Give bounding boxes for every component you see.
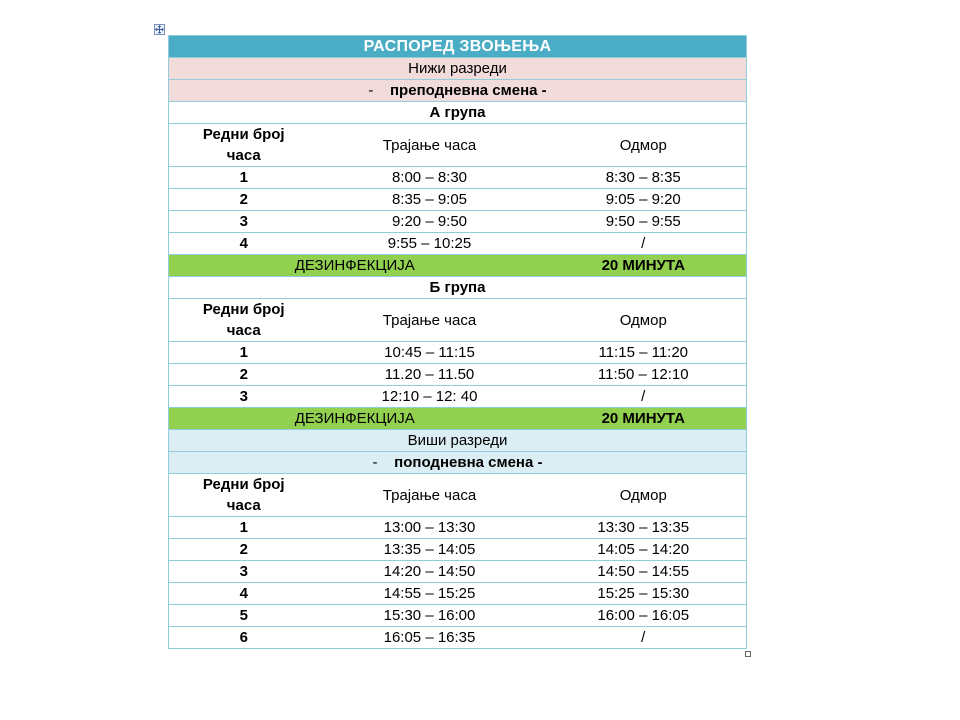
- lesson-number: 2: [169, 539, 319, 561]
- header-lesson-duration: Трајање часа: [319, 124, 541, 167]
- table-row: [169, 233, 747, 255]
- group-b-header-row: [169, 299, 747, 342]
- afternoon-shift-row: [169, 452, 747, 474]
- lower-grades-label: Нижи разреди: [169, 58, 747, 80]
- bell-schedule-table: [168, 35, 747, 649]
- break-time: 9:50 – 9:55: [541, 211, 747, 233]
- upper-grades-row: [169, 430, 747, 452]
- shift-dash: -: [372, 454, 378, 471]
- disinfection-label: ДЕЗИНФЕКЦИЈА: [169, 408, 541, 430]
- lesson-time: 16:05 – 16:35: [319, 627, 541, 649]
- disinfection-row: [169, 408, 747, 430]
- header-lesson-number: Редни број часа: [169, 124, 319, 167]
- disinfection-duration: 20 МИНУТА: [541, 408, 747, 430]
- table-row: [169, 583, 747, 605]
- table-row: [169, 605, 747, 627]
- lesson-number: 6: [169, 627, 319, 649]
- lesson-number: 5: [169, 605, 319, 627]
- header-lesson-duration: Трајање часа: [319, 299, 541, 342]
- afternoon-shift-label: [169, 452, 747, 474]
- header-lesson-number: Редни број часа: [169, 299, 319, 342]
- table-move-handle-icon[interactable]: [154, 24, 165, 35]
- table-row: [169, 561, 747, 583]
- group-b-label: Б група: [169, 277, 747, 299]
- lesson-time: 14:55 – 15:25: [319, 583, 541, 605]
- break-time: 9:05 – 9:20: [541, 189, 747, 211]
- lower-grades-row: [169, 58, 747, 80]
- lesson-time: 9:20 – 9:50: [319, 211, 541, 233]
- break-time: 13:30 – 13:35: [541, 517, 747, 539]
- lesson-time: 8:00 – 8:30: [319, 167, 541, 189]
- lesson-number: 3: [169, 386, 319, 408]
- header-lesson-number: Редни број часа: [169, 474, 319, 517]
- lesson-number: 3: [169, 211, 319, 233]
- table-row: [169, 364, 747, 386]
- lesson-time: 13:35 – 14:05: [319, 539, 541, 561]
- lesson-time: 9:55 – 10:25: [319, 233, 541, 255]
- table-row: [169, 189, 747, 211]
- lesson-number: 4: [169, 583, 319, 605]
- header-break: Одмор: [541, 474, 747, 517]
- lesson-number: 1: [169, 342, 319, 364]
- lesson-number: 1: [169, 517, 319, 539]
- break-time: /: [541, 627, 747, 649]
- lesson-time: 11.20 – 11.50: [319, 364, 541, 386]
- disinfection-label: ДЕЗИНФЕКЦИЈА: [169, 255, 541, 277]
- lesson-time: 15:30 – 16:00: [319, 605, 541, 627]
- table-row: [169, 627, 747, 649]
- break-time: 15:25 – 15:30: [541, 583, 747, 605]
- header-break: Одмор: [541, 124, 747, 167]
- upper-grades-label: Виши разреди: [169, 430, 747, 452]
- afternoon-shift-text: поподневна смена -: [394, 454, 543, 471]
- lesson-number: 2: [169, 189, 319, 211]
- lesson-number: 4: [169, 233, 319, 255]
- group-a-label: А група: [169, 102, 747, 124]
- lesson-time: 10:45 – 11:15: [319, 342, 541, 364]
- morning-shift-row: [169, 80, 747, 102]
- morning-shift-text: преподневна смена -: [390, 82, 547, 99]
- lesson-time: 12:10 – 12: 40: [319, 386, 541, 408]
- lesson-time: 8:35 – 9:05: [319, 189, 541, 211]
- lesson-time: 14:20 – 14:50: [319, 561, 541, 583]
- break-time: 16:00 – 16:05: [541, 605, 747, 627]
- break-time: 14:05 – 14:20: [541, 539, 747, 561]
- upper-header-row: [169, 474, 747, 517]
- header-break: Одмор: [541, 299, 747, 342]
- disinfection-duration: 20 МИНУТА: [541, 255, 747, 277]
- table-row: [169, 211, 747, 233]
- table-row: [169, 167, 747, 189]
- shift-dash: -: [368, 82, 374, 99]
- schedule-title: РАСПОРЕД ЗВОЊЕЊА: [169, 36, 747, 58]
- break-time: 11:15 – 11:20: [541, 342, 747, 364]
- title-row: [169, 36, 747, 58]
- morning-shift-label: [169, 80, 747, 102]
- table-row: [169, 342, 747, 364]
- table-row: [169, 539, 747, 561]
- table-row: [169, 517, 747, 539]
- break-time: 14:50 – 14:55: [541, 561, 747, 583]
- lesson-time: 13:00 – 13:30: [319, 517, 541, 539]
- lesson-number: 1: [169, 167, 319, 189]
- header-lesson-duration: Трајање часа: [319, 474, 541, 517]
- group-a-header-row: [169, 124, 747, 167]
- group-b-row: [169, 277, 747, 299]
- lesson-number: 2: [169, 364, 319, 386]
- break-time: 11:50 – 12:10: [541, 364, 747, 386]
- disinfection-row: [169, 255, 747, 277]
- table-row: [169, 386, 747, 408]
- break-time: /: [541, 386, 747, 408]
- break-time: /: [541, 233, 747, 255]
- lesson-number: 3: [169, 561, 319, 583]
- group-a-row: [169, 102, 747, 124]
- table-resize-handle-icon[interactable]: [745, 651, 751, 657]
- break-time: 8:30 – 8:35: [541, 167, 747, 189]
